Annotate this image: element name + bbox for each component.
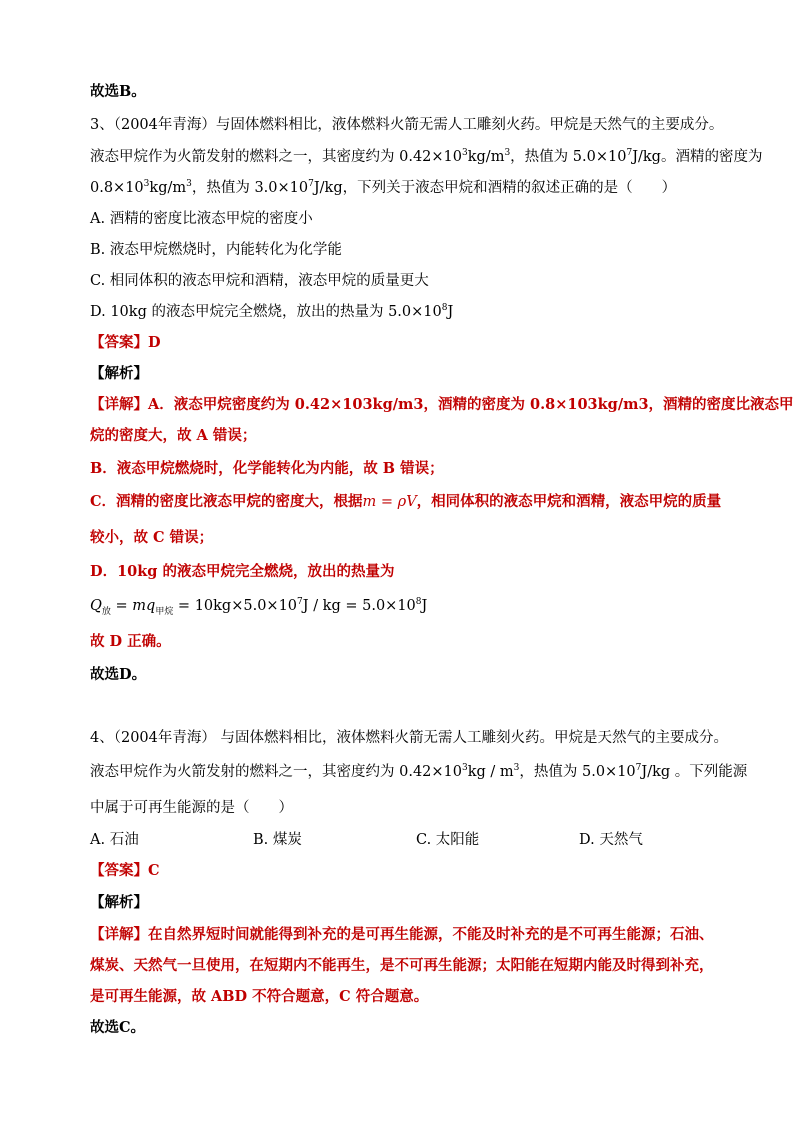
q4-option-b: B. 煤炭 [253,832,302,848]
q4-option-c: C. 太阳能 [416,832,480,848]
q3-detail-line3: B．液态甲烷燃烧时，化学能转化为内能，故 B 错误； [90,460,444,477]
q4-analysis-heading: 【解析】 [90,894,148,911]
q3-choose: 故选D。 [90,666,147,683]
q4-choose: 故选C。 [90,1019,146,1036]
q3-detail-line1: 【详解】A．液态甲烷密度约为 0.42×103kg/m3，酒精的密度为 0.8×103kg/m3，酒精的密度比液态甲 [90,396,794,413]
q2-choose: 故选B。 [90,83,146,100]
q3-stem-line2: 液态甲烷作为火箭发射的燃料之一，其密度约为 $0.42\times 10^3kg/m^3$，热值为 $5.0\times 10^7J/kg$。酒精的密度为 [90,148,763,165]
q3-option-d: D. 10kg 的液态甲烷完全燃烧，放出的热量为 $5.0\times 10^8J$ [90,303,454,320]
q4-stem-line3: 中属于可再生能源的是（ ） [90,800,293,816]
q3-detail-line5: 较小，故 C 错误； [90,529,214,546]
q3-detail-line2: 烷的密度大，故 A 错误； [90,427,257,444]
q3-heat-formula: $Q_放 = mq_{甲烷} = 10kg\times 5.0\times 10^7J$ / kg = $5.0\times 10^8J$ [90,597,428,617]
q4-stem-line1: 4、（2004年青海） 与固体燃料相比，液体燃料火箭无需人工雕刻火药。甲烷是天然气的主要成分。 [90,730,728,746]
q3-analysis-heading: 【解析】 [90,365,148,382]
q4-stem-line2: 液态甲烷作为火箭发射的燃料之一，其密度约为 $0.42\times 10^3kg / m^3$，热值为 $5.0\times 10^7J/kg$ 。下列能源 [90,763,748,780]
q3-option-a: A. 酒精的密度比液态甲烷的密度小 [90,211,313,227]
q3-answer: 【答案】D [90,334,161,351]
q4-detail-line2: 煤炭、天然气一旦使用，在短期内不能再生，是不可再生能源；太阳能在短期内能及时得到补充， [90,957,714,974]
density-formula: m = ρV [362,494,417,510]
q3-detail-line4: C．酒精的密度比液态甲烷的密度大，根据m = ρV，相同体积的液态甲烷和酒精，液态甲烷的质量 [90,493,722,510]
q4-answer: 【答案】C [90,862,160,879]
q4-option-d: D. 天然气 [579,832,643,848]
q4-option-a: A. 石油 [90,832,139,848]
q3-conclusion: 故 D 正确。 [90,633,171,650]
q3-stem-line1: 3、（2004年青海）与固体燃料相比，液体燃料火箭无需人工雕刻火药。甲烷是天然气的主要成分。 [90,117,724,133]
q3-option-c: C. 相同体积的液态甲烷和酒精，液态甲烷的质量更大 [90,273,429,289]
q4-detail-line1: 【详解】在自然界短时间就能得到补充的是可再生能源，不能及时补充的是不可再生能源；石油、 [90,926,714,943]
q3-option-b: B. 液态甲烷燃烧时，内能转化为化学能 [90,242,342,258]
q4-detail-line3: 是可再生能源，故 ABD 不符合题意，C 符合题意。 [90,988,429,1005]
q3-stem-line3: $0.8\times 10^3kg/m^3$，热值为 $3.0\times 10^7J/kg$，下列关于液态甲烷和酒精的叙述正确的是（ ） [90,179,677,196]
q3-detail-line6: D．10kg 的液态甲烷完全燃烧，放出的热量为 [90,563,395,580]
